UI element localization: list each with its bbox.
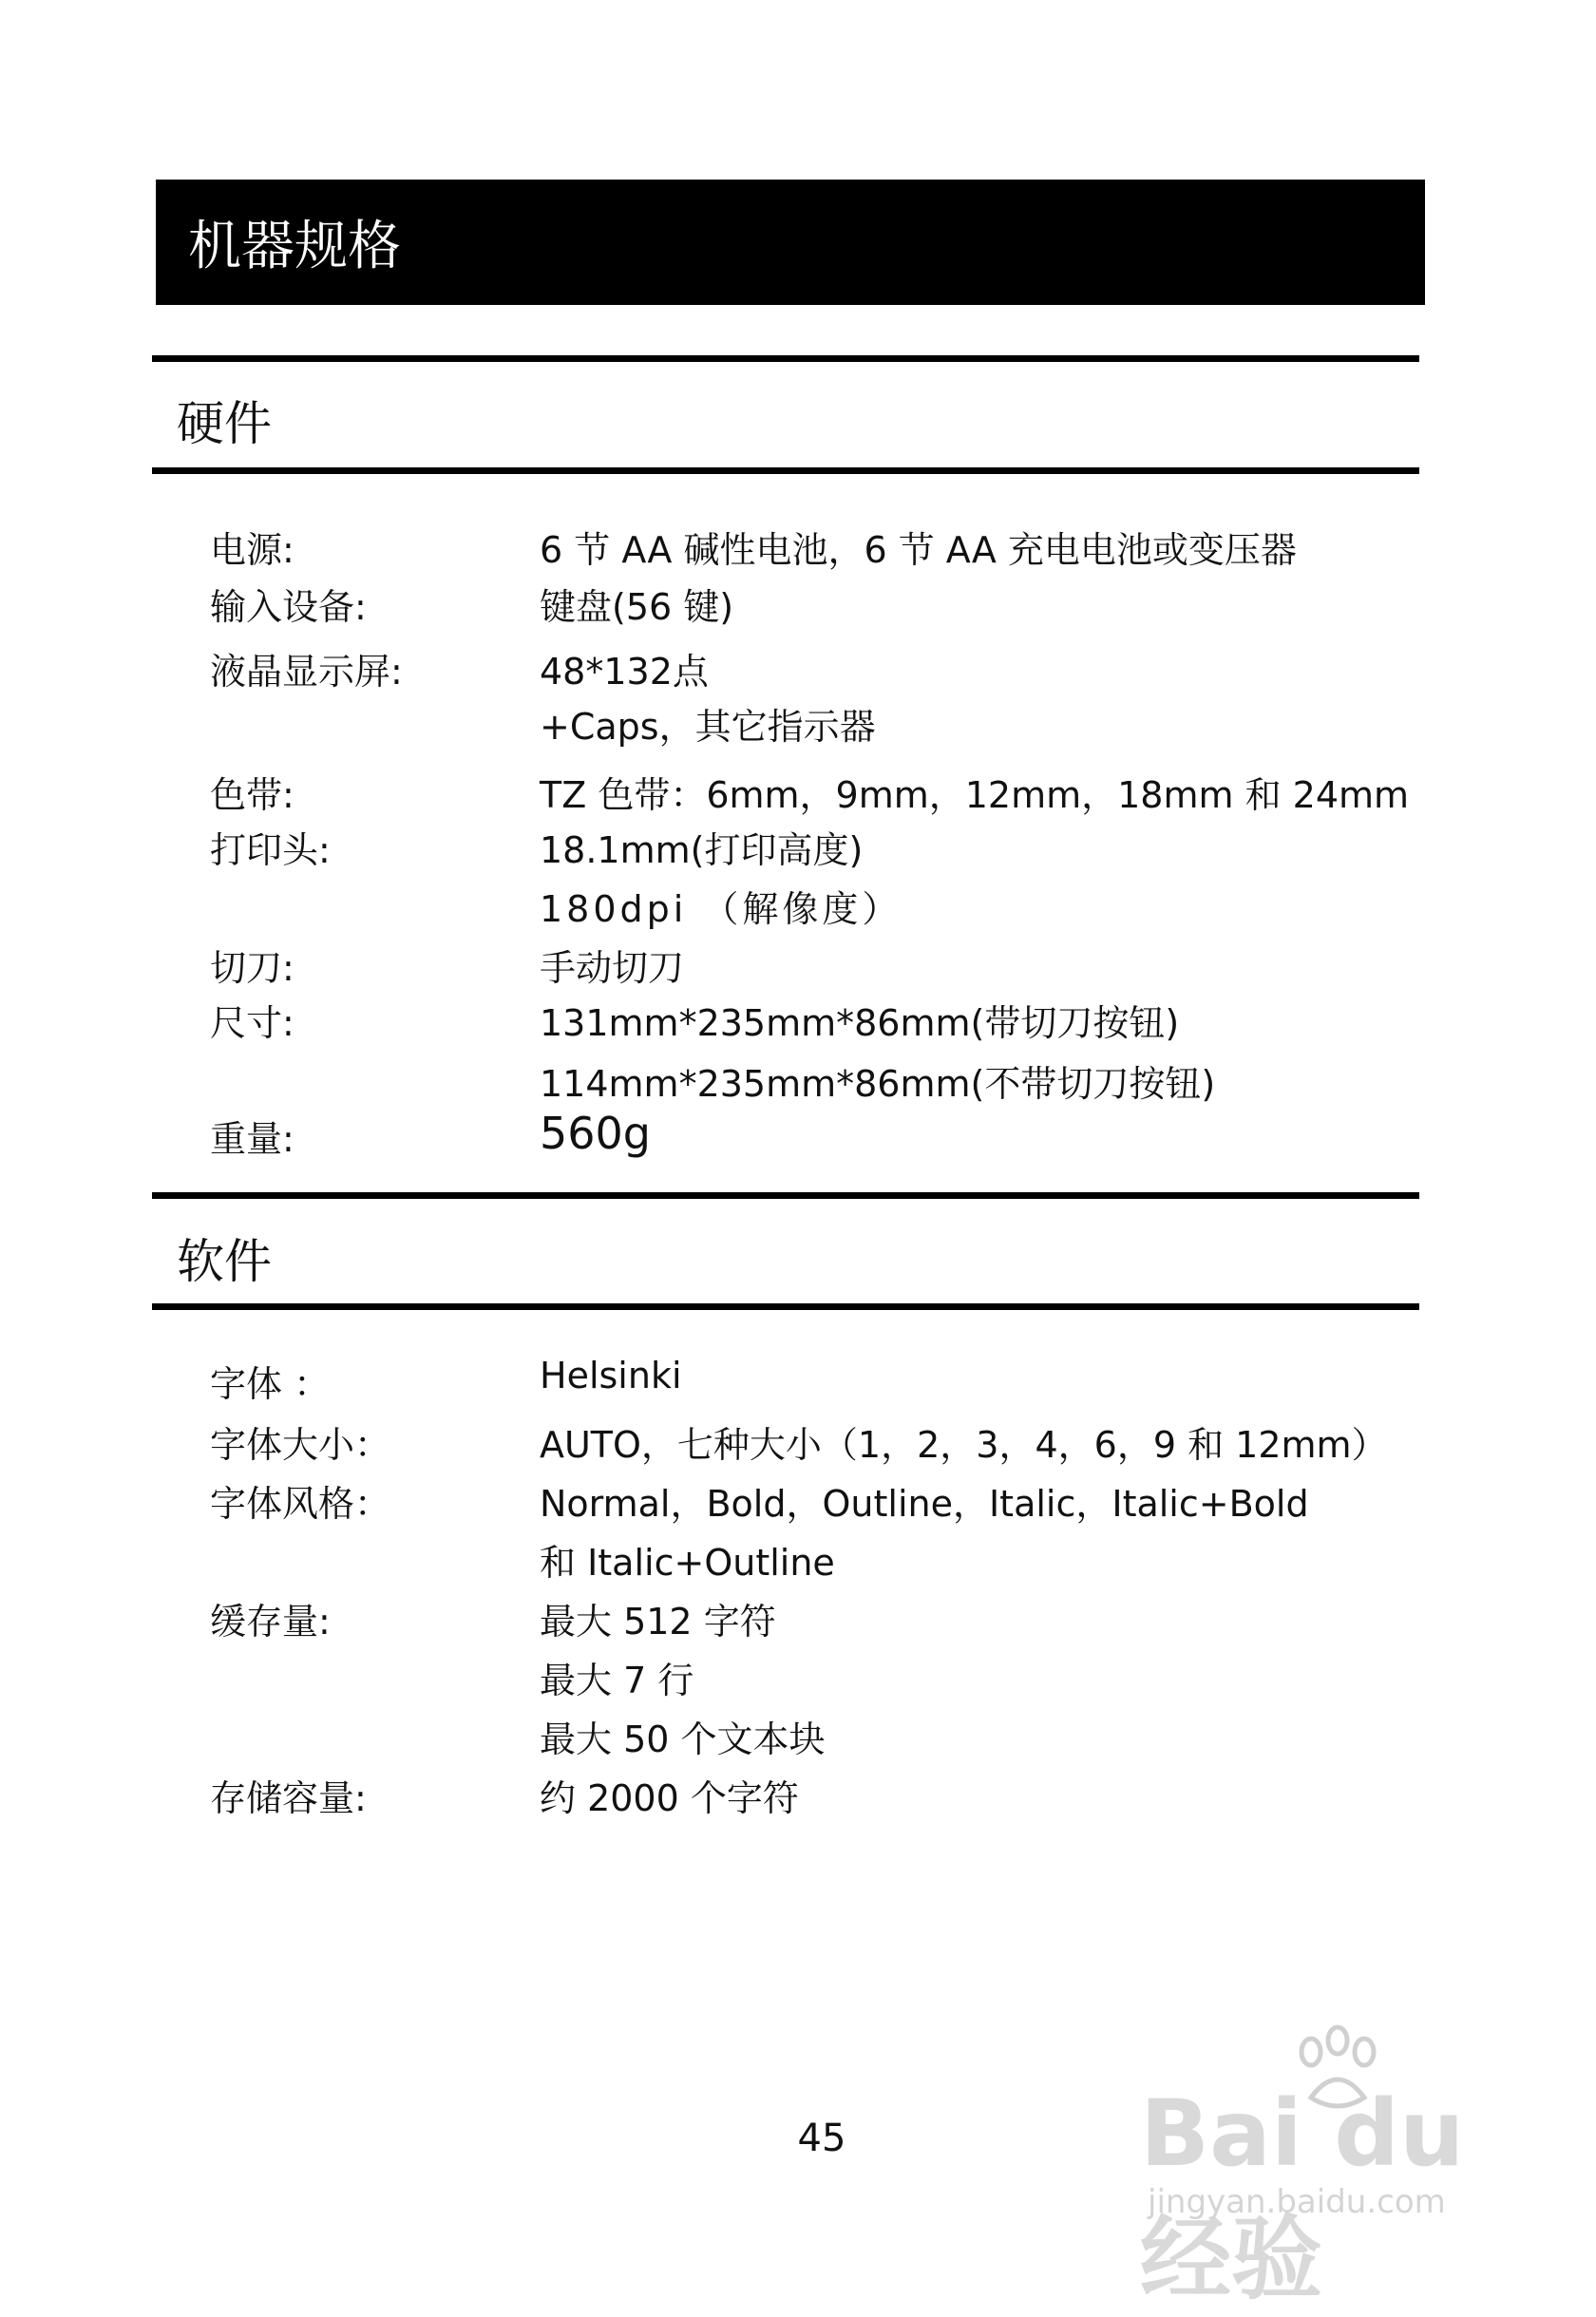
spec-value-font-size: AUTO，七种大小（1，2，3，4，6，9 和 12mm） — [540, 1424, 1388, 1466]
page-number: 45 — [797, 2117, 846, 2160]
spec-label-input: 输入设备: — [210, 586, 367, 628]
section-rule-top — [152, 355, 1419, 362]
spec-label-cutter: 切刀: — [210, 947, 294, 989]
spec-value-buffer-3: 最大 50 个文本块 — [540, 1719, 826, 1760]
watermark-url: jingyan.baidu.com — [1148, 2183, 1446, 2221]
section-rule-bottom — [152, 1303, 1419, 1310]
spec-label-font: 字体 ： — [210, 1363, 331, 1405]
spec-value-storage: 约 2000 个字符 — [540, 1777, 799, 1819]
spec-value-font-style-1: Normal，Bold，Outline，Italic，Italic+Bold — [540, 1483, 1309, 1525]
software-heading: 软件 — [177, 1234, 272, 1289]
section-rule-bottom — [152, 467, 1419, 474]
spec-value-weight: 560g — [540, 1108, 651, 1159]
spec-value-buffer-1: 最大 512 字符 — [540, 1601, 776, 1643]
spec-value-cutter: 手动切刀 — [540, 947, 685, 989]
spec-value-buffer-2: 最大 7 行 — [540, 1660, 694, 1701]
spec-value-size-1: 131mm*235mm*86mm(带切刀按钮) — [540, 1002, 1180, 1044]
spec-value-printhead-2: 180dpi （解像度） — [540, 888, 902, 930]
spec-value-font-style-2: 和 Italic+Outline — [540, 1542, 835, 1584]
spec-label-size: 尺寸: — [210, 1002, 294, 1044]
spec-label-storage: 存储容量: — [210, 1777, 367, 1819]
section-rule-top — [152, 1192, 1419, 1199]
spec-label-buffer: 缓存量: — [210, 1601, 331, 1643]
spec-value-power: 6 节 AA 碱性电池，6 节 AA 充电电池或变压器 — [540, 529, 1297, 571]
spec-label-lcd: 液晶显示屏: — [210, 651, 403, 693]
page-title: 机器规格 — [188, 216, 401, 277]
spec-value-printhead-1: 18.1mm(打印高度) — [540, 829, 864, 871]
spec-value-font: Helsinki — [540, 1355, 682, 1396]
spec-label-printhead: 打印头: — [210, 829, 331, 871]
spec-label-tape: 色带: — [210, 774, 294, 816]
page-title-bar — [156, 180, 1425, 305]
spec-value-size-2: 114mm*235mm*86mm(不带切刀按钮) — [540, 1063, 1216, 1105]
hardware-heading: 硬件 — [177, 396, 272, 451]
spec-value-lcd-1: 48*132点 — [540, 651, 709, 693]
spec-value-input: 键盘(56 键) — [540, 586, 734, 628]
spec-value-lcd-2: +Caps，其它指示器 — [540, 706, 876, 748]
spec-label-font-size: 字体大小： — [210, 1424, 391, 1466]
watermark — [1140, 2023, 1520, 2312]
spec-label-font-style: 字体风格： — [210, 1483, 391, 1525]
watermark-logo: Bai du 经验 — [1140, 2080, 1465, 2312]
spec-label-power: 电源: — [210, 529, 294, 571]
spec-value-tape: TZ 色带：6mm，9mm，12mm，18mm 和 24mm — [540, 774, 1410, 816]
spec-label-weight: 重量: — [210, 1118, 294, 1160]
